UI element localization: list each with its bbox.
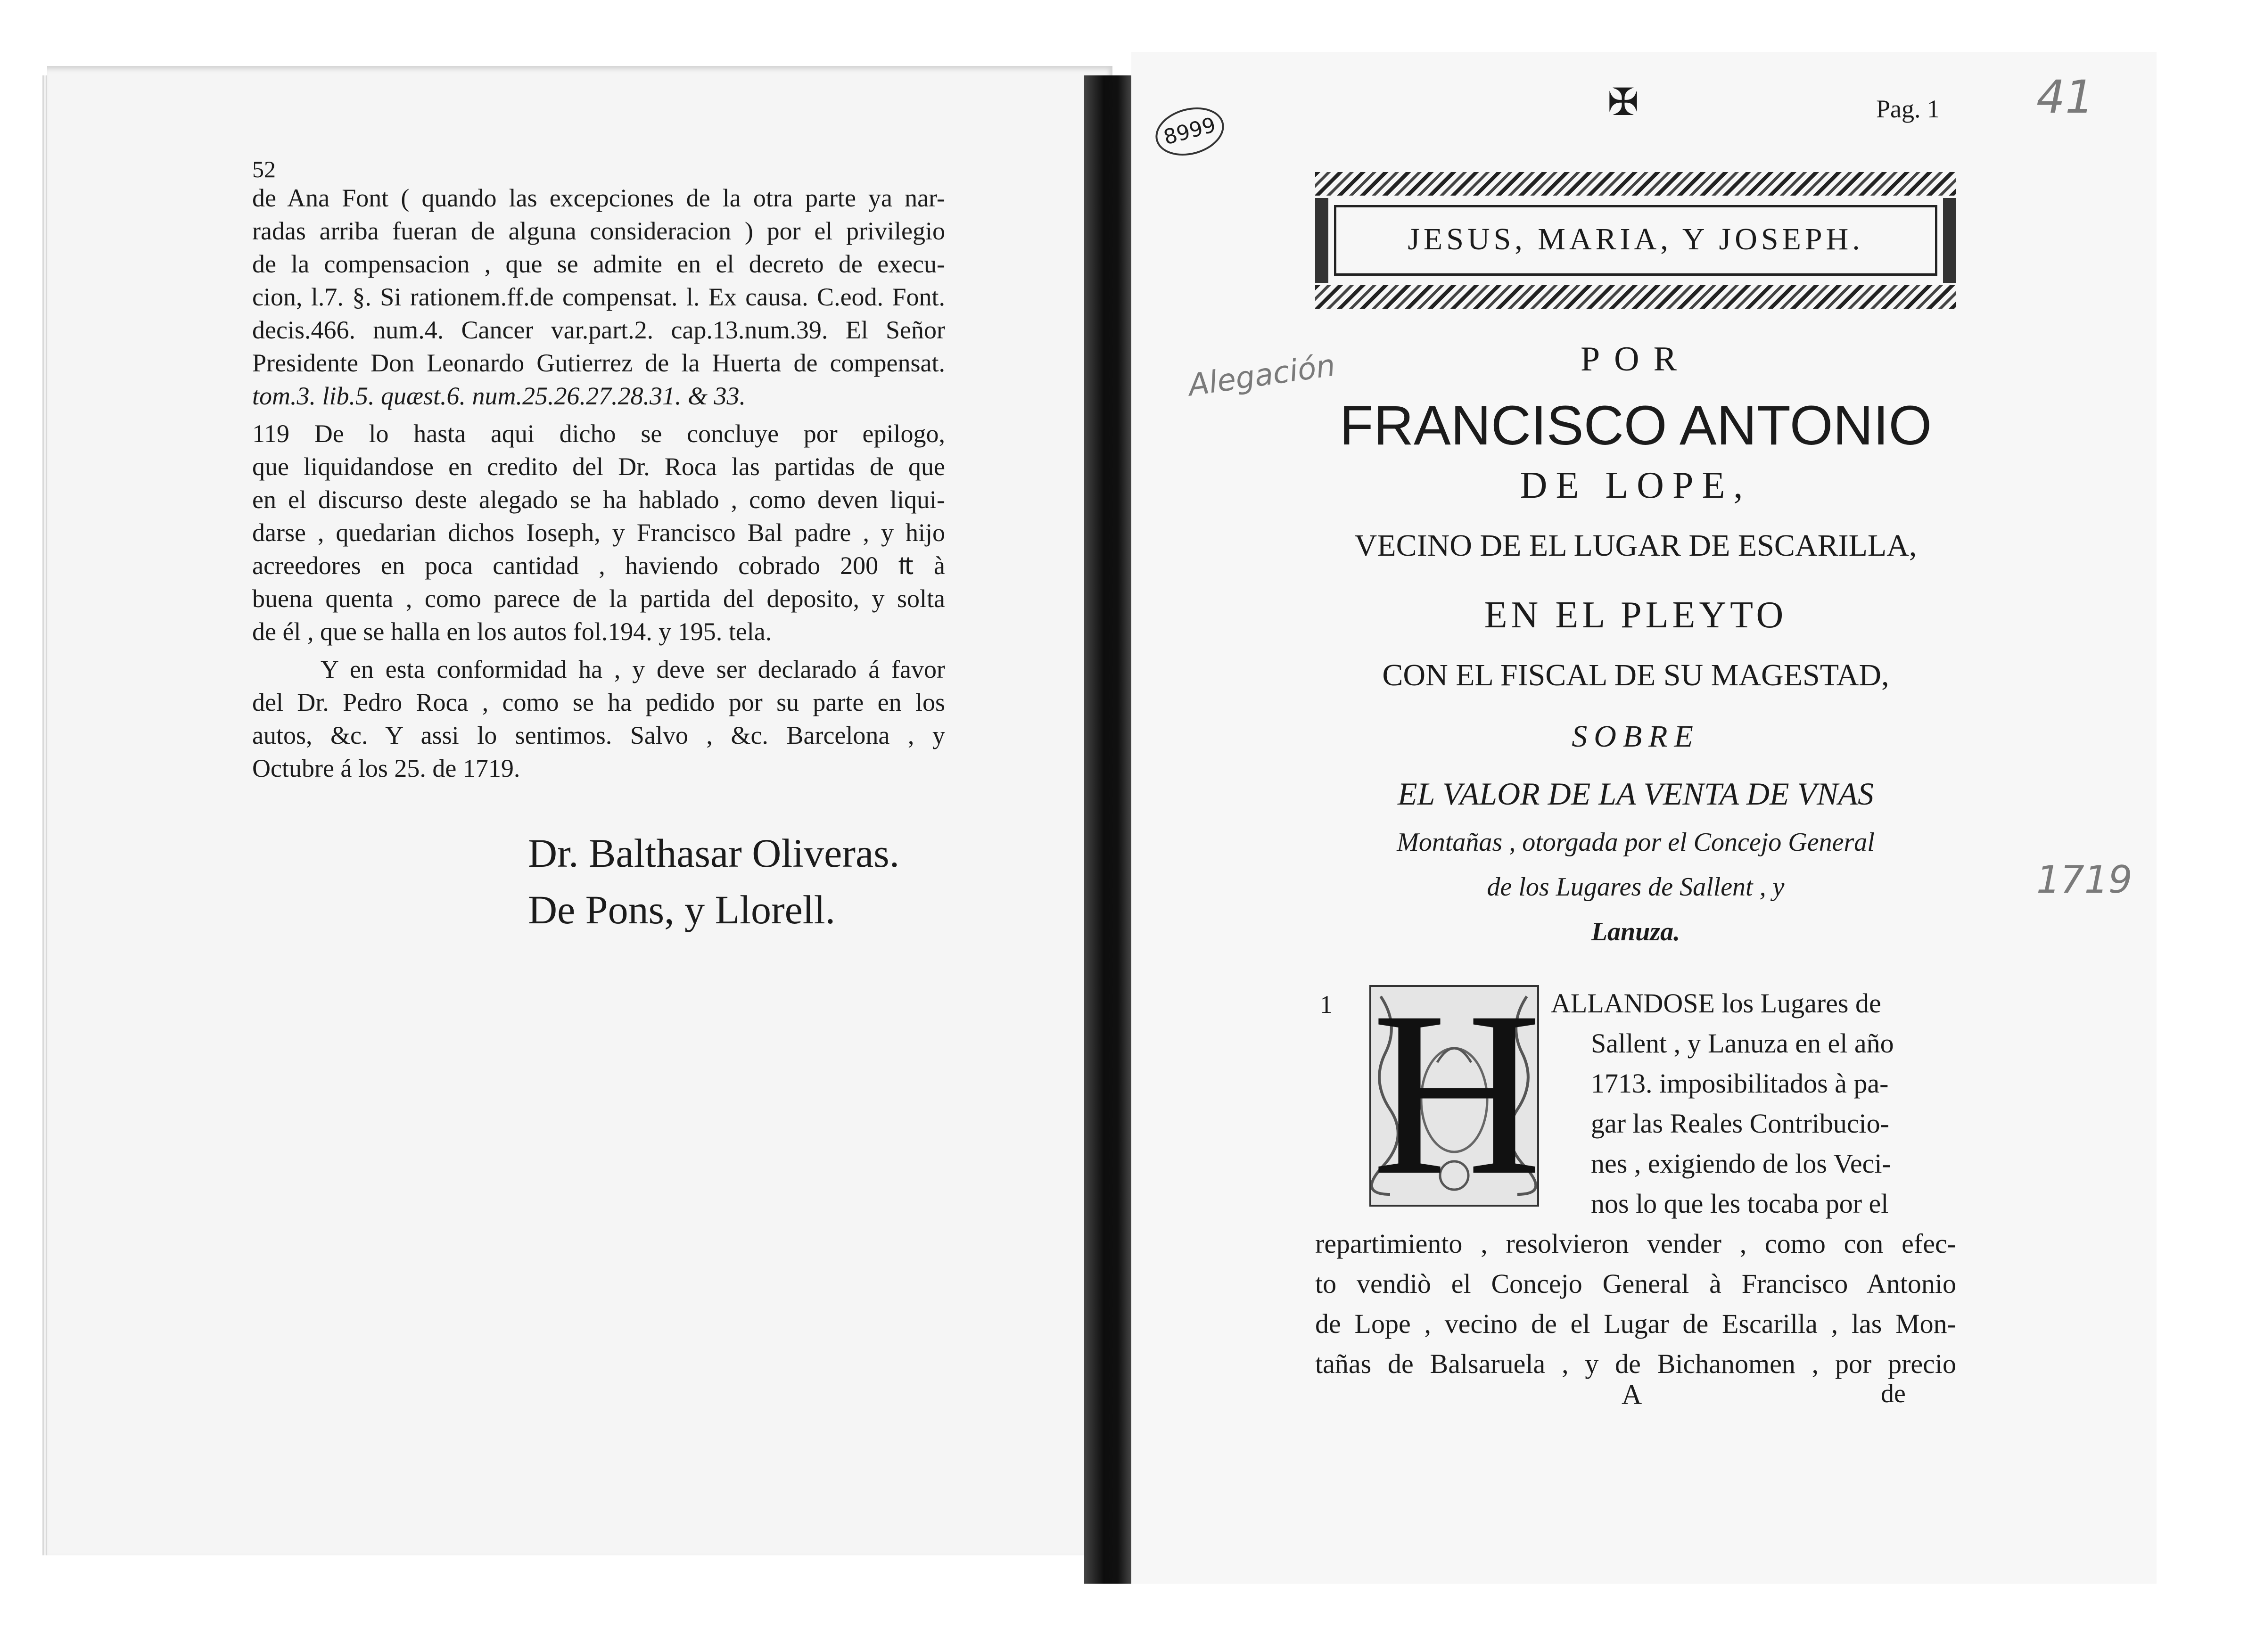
- cross-ornament: ✠: [1607, 82, 1639, 123]
- text-line: buena quenta , como parece de la partida del deposito, y solta: [252, 584, 945, 613]
- text-line: que liquidandose en credito del Dr. Roca las partidas de que: [252, 452, 945, 481]
- title-line: FRANCISCO ANTONIO: [1339, 395, 1932, 457]
- text-line: en el discurso deste alegado se ha hablado , como deven liqui-: [252, 485, 945, 514]
- text-line: de la compensacion , que se admite en el decreto de execu-: [252, 250, 945, 278]
- text-line: decis.466. num.4. Cancer var.part.2. cap.13.num.39. El Señor: [252, 316, 945, 344]
- title-line: VECINO DE EL LUGAR DE ESCARILLA,: [1354, 528, 1917, 563]
- paragraph-number: 1: [1320, 990, 1333, 1019]
- text-line: Y en esta conformidad ha , y deve ser declarado á favor: [321, 655, 945, 683]
- page-label: Pag. 1: [1876, 95, 1940, 123]
- title-line: POR: [1581, 340, 1691, 378]
- margin-note: Alegación: [1186, 348, 1338, 403]
- text-line: autos, &c. Y assi lo sentimos. Salvo , &c. Barcelona , y: [252, 721, 945, 749]
- title-line: de los Lugares de Sallent , y: [1487, 872, 1785, 902]
- signature-line: De Pons, y Llorell.: [528, 887, 836, 932]
- title-line: Lanuza.: [1591, 917, 1680, 946]
- text-line: Sallent , y Lanuza en el año: [1591, 1028, 1894, 1059]
- text-line: de Lope , vecino de el Lugar de Escarilla , las Mon-: [1315, 1308, 1956, 1339]
- signature-mark: A: [1622, 1379, 1642, 1410]
- catchword: de: [1881, 1379, 1906, 1408]
- text-line: tom.3. lib.5. quæst.6. num.25.26.27.28.31. & 33.: [252, 382, 746, 410]
- text-line: tañas de Balsaruela , y de Bichanomen , por precio: [1315, 1348, 1956, 1379]
- title-line: EN EL PLEYTO: [1484, 594, 1787, 636]
- signature-line: Dr. Balthasar Oliveras.: [528, 830, 900, 876]
- title-line: SOBRE: [1572, 719, 1700, 754]
- text-line: 119 De lo hasta aqui dicho se concluye por epilogo,: [252, 419, 945, 448]
- text-line: ALLANDOSE los Lugares de: [1551, 988, 1881, 1019]
- text-line: Presidente Don Leonardo Gutierrez de la Huerta de compensat.: [252, 349, 945, 377]
- text-line: acreedores en poca cantidad , haviendo cobrado 200 ₶ à: [252, 551, 945, 580]
- text-line: gar las Reales Contribucio-: [1591, 1108, 1889, 1139]
- title-line: Montañas , otorgada por el Concejo General: [1397, 828, 1875, 857]
- ornament-band-bottom: [1315, 285, 1956, 309]
- text-line: darse , quedarian dichos Ioseph, y Francisco Bal padre , y hijo: [252, 518, 945, 547]
- text-line: nes , exigiendo de los Veci-: [1591, 1148, 1891, 1179]
- text-line: del Dr. Pedro Roca , como se ha pedido por su parte en los: [252, 688, 945, 716]
- text-line: cion, l.7. §. Si rationem.ff.de compensat. l. Ex causa. C.eod. Font.: [252, 283, 945, 311]
- ornament-band-top: [1315, 172, 1956, 196]
- text-line: 1713. imposibilitados à pa-: [1591, 1068, 1889, 1099]
- title-line: DE LOPE,: [1520, 465, 1752, 506]
- text-line: Octubre á los 25. de 1719.: [252, 754, 520, 782]
- initial-letter: H: [1372, 963, 1542, 1224]
- text-line: de Ana Font ( quando las excepciones de la otra parte ya nar-: [252, 184, 945, 212]
- text-line: radas arriba fueran de alguna consideracion ) por el privilegio: [252, 217, 945, 245]
- text-line: to vendiò el Concejo General à Francisco Antonio: [1315, 1268, 1956, 1299]
- folio-number: 41: [2036, 71, 2094, 123]
- text-line: de él , que se halla en los autos fol.194. y 195. tela.: [252, 617, 772, 646]
- title-line: EL VALOR DE LA VENTA DE VNAS: [1398, 776, 1874, 812]
- title-line: CON EL FISCAL DE SU MAGESTAD,: [1382, 658, 1889, 692]
- year-note: 1719: [2036, 858, 2133, 902]
- page-number: 52: [252, 156, 276, 182]
- archive-stamp: 8999: [1150, 100, 1229, 163]
- text-line: nos lo que les tocaba por el: [1591, 1188, 1889, 1219]
- header-title: JESUS, MARIA, Y JOSEPH.: [1408, 222, 1864, 256]
- text-line: repartimiento , resolvieron vender , como con efec-: [1315, 1228, 1956, 1259]
